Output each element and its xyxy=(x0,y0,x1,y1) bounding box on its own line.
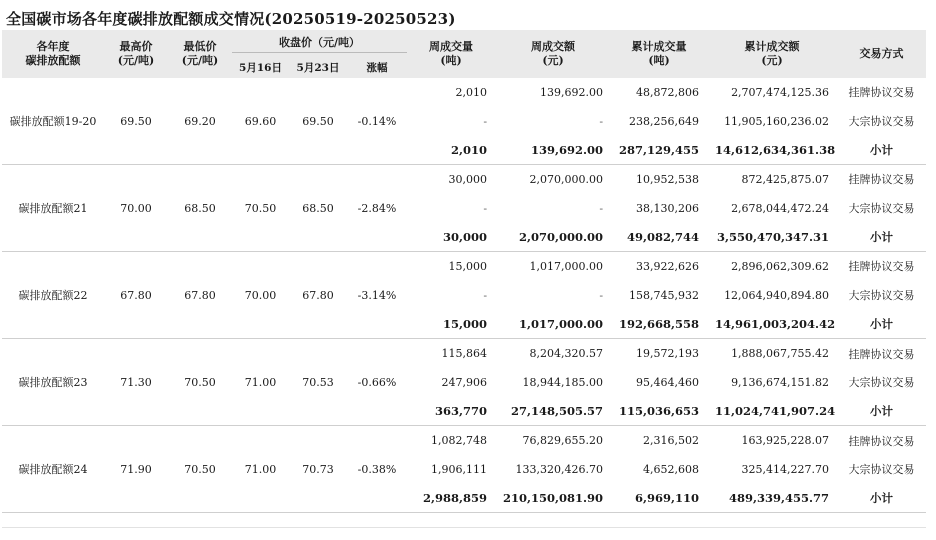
group-d2: 68.50 xyxy=(289,165,347,252)
group-high: 71.90 xyxy=(104,426,168,513)
week-volume: 1,906,111 xyxy=(431,462,488,476)
group-low: 68.50 xyxy=(168,165,232,252)
week-volume: 30,000 xyxy=(407,222,495,251)
col-wvol-header: 周成交量 (吨) xyxy=(407,30,495,78)
cumulative-volume: 48,872,806 xyxy=(636,85,700,99)
cumulative-amount: 3,550,470,347.31 xyxy=(707,222,837,251)
table-row xyxy=(2,339,926,368)
cumulative-amount: 11,024,741,907.24 xyxy=(707,397,837,426)
col-year-header: 各年度 碳排放配额 xyxy=(2,30,104,78)
table-row xyxy=(2,426,926,455)
cumulative-amount: 2,896,062,309.62 xyxy=(731,259,830,273)
week-volume: 30,000 xyxy=(448,172,488,186)
table-row xyxy=(2,252,926,281)
cumulative-amount: 9,136,674,151.82 xyxy=(731,375,830,389)
group-chg: -0.14% xyxy=(347,78,407,165)
col-d2-header: 5月23日 xyxy=(289,58,347,78)
group-chg: -3.14% xyxy=(347,252,407,339)
trade-mode: 挂牌协议交易 xyxy=(848,86,915,100)
col-d1-header: 5月16日 xyxy=(232,58,289,78)
cumulative-amount: 11,905,160,236.02 xyxy=(724,114,830,128)
col-cvol-header: 累计成交量 (吨) xyxy=(611,30,707,78)
cumulative-volume: 287,129,455 xyxy=(611,135,707,164)
week-amount: 27,148,505.57 xyxy=(495,397,611,426)
group-d2: 70.73 xyxy=(289,426,347,513)
week-amount: - xyxy=(599,114,604,128)
week-amount: 76,829,655.20 xyxy=(522,434,604,448)
col-high-header: 最高价 (元/吨) xyxy=(104,30,168,78)
cumulative-volume: 6,969,110 xyxy=(611,484,707,513)
col-low-header: 最低价 (元/吨) xyxy=(168,30,232,78)
group-d2: 70.53 xyxy=(289,339,347,426)
trade-mode: 小计 xyxy=(837,397,926,426)
col-mode-header: 交易方式 xyxy=(837,30,926,78)
cumulative-amount: 325,414,227.70 xyxy=(741,462,830,476)
group-d1: 71.00 xyxy=(232,426,289,513)
table-row xyxy=(2,78,926,107)
group-high: 71.30 xyxy=(104,339,168,426)
week-volume: 115,864 xyxy=(441,347,488,361)
group-name: 碳排放配额19-20 xyxy=(2,78,104,165)
cumulative-volume: 33,922,626 xyxy=(636,259,700,273)
week-amount: 2,070,000.00 xyxy=(495,222,611,251)
cumulative-amount: 1,888,067,755.42 xyxy=(731,347,830,361)
week-amount: 1,017,000.00 xyxy=(495,310,611,339)
trade-mode: 挂牌协议交易 xyxy=(848,173,915,187)
week-volume: 15,000 xyxy=(448,259,488,273)
week-volume: - xyxy=(483,114,488,128)
week-volume: - xyxy=(483,288,488,302)
week-amount: 18,944,185.00 xyxy=(522,375,604,389)
week-amount: 139,692.00 xyxy=(540,85,604,99)
cumulative-amount: 2,678,044,472.24 xyxy=(731,201,830,215)
col-close-header: 收盘价（元/吨） xyxy=(232,30,407,58)
group-low: 70.50 xyxy=(168,426,232,513)
group-low: 69.20 xyxy=(168,78,232,165)
group-high: 67.80 xyxy=(104,252,168,339)
cumulative-amount: 14,961,003,204.42 xyxy=(707,310,837,339)
group-name: 碳排放配额24 xyxy=(2,426,104,513)
cumulative-amount: 2,707,474,125.36 xyxy=(731,85,830,99)
cumulative-amount: 872,425,875.07 xyxy=(741,172,830,186)
week-volume: - xyxy=(483,201,488,215)
bottom-divider xyxy=(2,527,926,528)
group-d2: 69.50 xyxy=(289,78,347,165)
cumulative-volume: 49,082,744 xyxy=(611,222,707,251)
col-wamt-header: 周成交额 (元) xyxy=(495,30,611,78)
col-chg-header: 涨幅 xyxy=(347,58,407,78)
cumulative-volume: 4,652,608 xyxy=(643,462,700,476)
group-high: 70.00 xyxy=(104,165,168,252)
week-amount: - xyxy=(599,288,604,302)
trade-mode: 挂牌协议交易 xyxy=(848,260,915,274)
group-high: 69.50 xyxy=(104,78,168,165)
cumulative-volume: 10,952,538 xyxy=(636,172,700,186)
group-chg: -0.38% xyxy=(347,426,407,513)
week-amount: 2,070,000.00 xyxy=(529,172,604,186)
group-chg: -2.84% xyxy=(347,165,407,252)
col-camt-header: 累计成交额 (元) xyxy=(707,30,837,78)
week-amount: 1,017,000.00 xyxy=(529,259,604,273)
group-d1: 69.60 xyxy=(232,78,289,165)
trade-mode: 挂牌协议交易 xyxy=(848,434,915,448)
group-name: 碳排放配额23 xyxy=(2,339,104,426)
trade-mode: 小计 xyxy=(837,310,926,339)
group-d1: 71.00 xyxy=(232,339,289,426)
group-d2: 67.80 xyxy=(289,252,347,339)
week-volume: 15,000 xyxy=(407,310,495,339)
trade-mode: 大宗协议交易 xyxy=(848,289,915,303)
week-amount: 210,150,081.90 xyxy=(495,484,611,513)
cumulative-amount: 12,064,940,894.80 xyxy=(724,288,830,302)
week-volume: 247,906 xyxy=(441,375,488,389)
table-row xyxy=(2,165,926,194)
trade-mode: 大宗协议交易 xyxy=(848,115,915,129)
cumulative-volume: 238,256,649 xyxy=(629,114,700,128)
trade-mode: 小计 xyxy=(837,222,926,251)
page-title: 全国碳市场各年度碳排放配额成交情况(20250519-20250523) xyxy=(6,10,456,28)
cumulative-volume: 19,572,193 xyxy=(636,347,700,361)
trade-mode: 大宗协议交易 xyxy=(848,463,915,477)
trade-mode: 大宗协议交易 xyxy=(848,376,915,390)
week-volume: 363,770 xyxy=(407,397,495,426)
table-body xyxy=(2,78,926,513)
trade-table xyxy=(2,30,926,513)
group-name: 碳排放配额22 xyxy=(2,252,104,339)
trade-mode: 大宗协议交易 xyxy=(848,202,915,216)
cumulative-volume: 2,316,502 xyxy=(643,434,700,448)
cumulative-amount: 163,925,228.07 xyxy=(741,434,830,448)
week-volume: 2,010 xyxy=(407,135,495,164)
week-amount: 139,692.00 xyxy=(495,135,611,164)
group-name: 碳排放配额21 xyxy=(2,165,104,252)
group-low: 70.50 xyxy=(168,339,232,426)
group-d1: 70.00 xyxy=(232,252,289,339)
trade-mode: 小计 xyxy=(837,484,926,513)
week-volume: 2,010 xyxy=(455,85,488,99)
week-amount: 8,204,320.57 xyxy=(529,347,604,361)
group-low: 67.80 xyxy=(168,252,232,339)
trade-mode: 挂牌协议交易 xyxy=(848,347,915,361)
cumulative-volume: 38,130,206 xyxy=(636,201,700,215)
cumulative-amount: 489,339,455.77 xyxy=(707,484,837,513)
week-amount: - xyxy=(599,201,604,215)
cumulative-volume: 115,036,653 xyxy=(611,397,707,426)
cumulative-volume: 192,668,558 xyxy=(611,310,707,339)
cumulative-volume: 158,745,932 xyxy=(629,288,700,302)
table-header xyxy=(2,30,926,78)
week-amount: 133,320,426.70 xyxy=(515,462,604,476)
week-volume: 2,988,859 xyxy=(407,484,495,513)
cumulative-volume: 95,464,460 xyxy=(636,375,700,389)
week-volume: 1,082,748 xyxy=(431,434,488,448)
cumulative-amount: 14,612,634,361.38 xyxy=(707,135,837,164)
group-chg: -0.66% xyxy=(347,339,407,426)
trade-mode: 小计 xyxy=(837,135,926,164)
group-d1: 70.50 xyxy=(232,165,289,252)
